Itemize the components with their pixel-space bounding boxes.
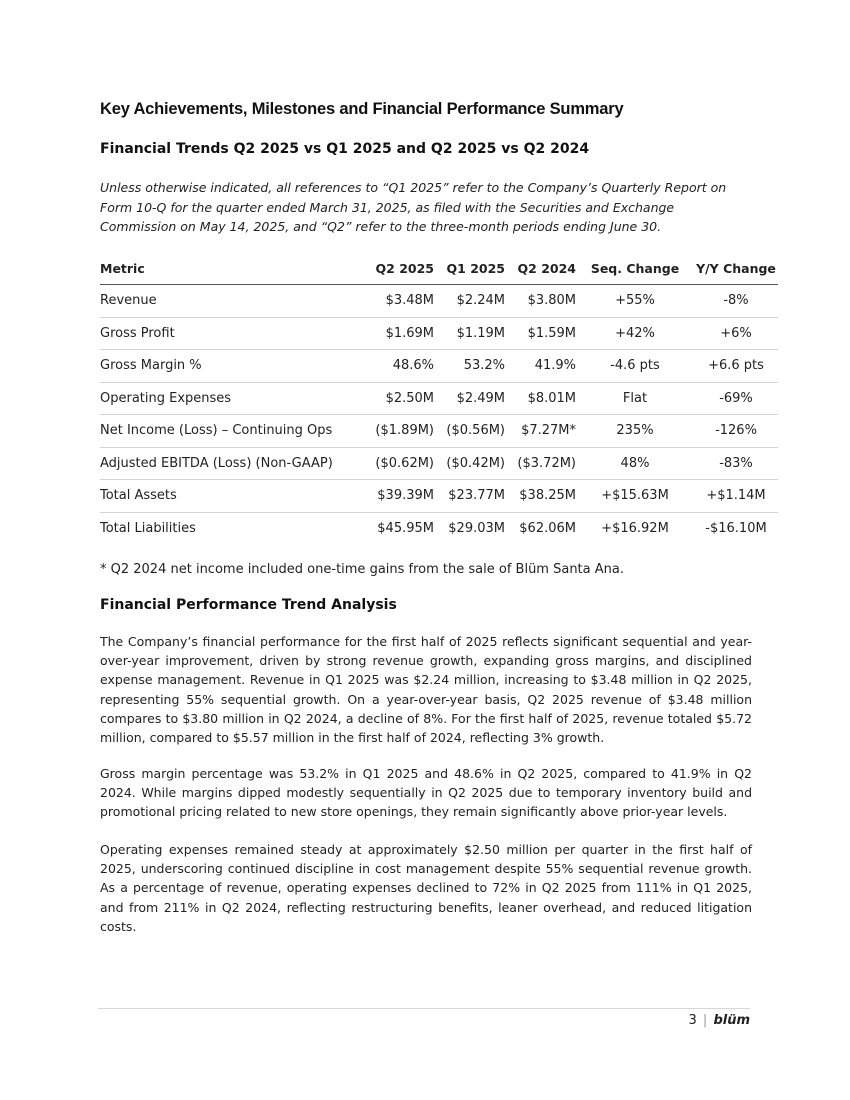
analysis-paragraph-gross-margin: Gross margin percentage was 53.2% in Q1 2025 and 48.6% in Q2 2025, compared to 41.9% in Q2 2024. While margins dipped modestly sequentially in Q2 2025 due to temporary inventory build and promotional pricing related to new store openings, they remain significantly above prior-year levels. <box>100 766 752 820</box>
table-row <box>100 382 778 415</box>
cell-seq-change: 48% <box>576 447 694 480</box>
table-row <box>100 480 778 513</box>
cell-seq-change: Flat <box>576 382 694 415</box>
footer-divider <box>98 1008 750 1009</box>
cell-q2-2024: $38.25M <box>505 480 576 513</box>
cell-q2-2025: 48.6% <box>362 350 434 383</box>
analysis-paragraph-operating-expenses: Operating expenses remained steady at approximately $2.50 million per quarter in the first half of 2025, underscoring continued discipline in cost management despite 55% sequential revenue growth. As a percentage of revenue, operating expenses declined to 72% in Q2 2025 from 111% in Q1 2025, and from 211% in Q2 2024, reflecting restructuring benefits, leaner overhead, and reduced litigation costs. <box>100 842 752 934</box>
footer-separator: | <box>702 1013 708 1028</box>
table-row <box>100 512 778 544</box>
cell-metric: Adjusted EBITDA (Loss) (Non-GAAP) <box>100 447 362 480</box>
cell-q2-2025: $3.48M <box>362 285 434 318</box>
cell-q2-2024: $3.80M <box>505 285 576 318</box>
table-row <box>100 415 778 448</box>
cell-q2-2024: $1.59M <box>505 317 576 350</box>
cell-yy-change: -69% <box>694 382 778 415</box>
cell-seq-change: +$15.63M <box>576 480 694 513</box>
cell-q1-2025: $2.24M <box>434 285 505 318</box>
cell-q2-2025: $39.39M <box>362 480 434 513</box>
cell-q2-2024: $62.06M <box>519 520 576 536</box>
cell-metric: Gross Profit <box>100 317 362 350</box>
analysis-heading: Financial Performance Trend Analysis <box>100 597 397 613</box>
cell-metric: Net Income (Loss) – Continuing Ops <box>100 415 362 448</box>
header-yy-change: Y/Y Change <box>694 252 778 285</box>
cell-metric: Total Liabilities <box>100 520 196 536</box>
financial-trends-table <box>100 252 778 544</box>
analysis-paragraph-revenue: The Company’s financial performance for the first half of 2025 reflects significant sequential and year-over-year improvement, driven by strong revenue growth, expanding gross margins, and disciplined expense management. Revenue in Q1 2025 was $2.24 million, increasing to $3.48 million in Q2 2025, representing 55% sequential growth. On a year-over-year basis, Q2 2025 revenue of $3.48 million compares to $3.80 million in Q2 2024, a decline of 8%. For the first half of 2025, revenue totaled $5.72 million, compared to $5.57 million in the first half of 2024, reflecting 3% growth. <box>100 634 752 746</box>
cell-q2-2024: $8.01M <box>505 382 576 415</box>
intro-paragraph: Unless otherwise indicated, all references to “Q1 2025” refer to the Company’s Quarterly Report on Form 10-Q for the quarter ended March 31, 2025, as filed with the Securities and Exchange Commission on May 14, 2025, and “Q2” refer to the three-month periods ending June 30. <box>100 180 727 234</box>
header-q2-2025: Q2 2025 <box>362 252 434 285</box>
cell-q2-2025: $1.69M <box>362 317 434 350</box>
table-header-row <box>100 252 778 285</box>
cell-metric: Gross Margin % <box>100 350 362 383</box>
cell-q2-2025: ($1.89M) <box>362 415 434 448</box>
table-row <box>100 447 778 480</box>
cell-q1-2025: ($0.56M) <box>434 415 505 448</box>
cell-q2-2024: $7.27M* <box>505 415 576 448</box>
page-number: 3 <box>688 1013 697 1028</box>
cell-metric: Revenue <box>100 285 362 318</box>
table-row <box>100 285 778 318</box>
table-footnote: * Q2 2024 net income included one-time gains from the sale of Blüm Santa Ana. <box>100 562 624 577</box>
cell-metric: Total Assets <box>100 480 362 513</box>
page-title: Key Achievements, Milestones and Financial Performance Summary <box>100 100 624 118</box>
header-q1-2025: Q1 2025 <box>434 252 505 285</box>
cell-yy-change: +$1.14M <box>694 480 778 513</box>
header-metric: Metric <box>100 252 362 285</box>
cell-q1-2025: 53.2% <box>434 350 505 383</box>
cell-seq-change: +55% <box>576 285 694 318</box>
cell-q2-2024: ($3.72M) <box>505 447 576 480</box>
cell-q1-2025: ($0.42M) <box>434 447 505 480</box>
brand-logo-text: blüm <box>713 1013 750 1028</box>
cell-metric: Operating Expenses <box>100 382 362 415</box>
cell-q1-2025: $29.03M <box>448 520 505 536</box>
cell-q2-2025: $45.95M <box>377 520 434 536</box>
table-row <box>100 350 778 383</box>
header-seq-change: Seq. Change <box>576 252 694 285</box>
cell-yy-change: -$16.10M <box>705 520 767 536</box>
cell-yy-change: -126% <box>694 415 778 448</box>
cell-seq-change: -4.6 pts <box>576 350 694 383</box>
cell-yy-change: +6% <box>694 317 778 350</box>
cell-yy-change: +6.6 pts <box>694 350 778 383</box>
cell-q1-2025: $2.49M <box>434 382 505 415</box>
cell-yy-change: -8% <box>694 285 778 318</box>
cell-q1-2025: $1.19M <box>434 317 505 350</box>
cell-q2-2024: 41.9% <box>505 350 576 383</box>
cell-seq-change: +$16.92M <box>601 520 669 536</box>
cell-seq-change: 235% <box>576 415 694 448</box>
header-q2-2024: Q2 2024 <box>505 252 576 285</box>
section-subtitle: Financial Trends Q2 2025 vs Q1 2025 and Q2 2025 vs Q2 2024 <box>100 141 590 157</box>
cell-seq-change: +42% <box>576 317 694 350</box>
page-footer <box>688 1013 750 1028</box>
cell-q2-2025: ($0.62M) <box>362 447 434 480</box>
cell-q2-2025: $2.50M <box>362 382 434 415</box>
table-row <box>100 317 778 350</box>
cell-q1-2025: $23.77M <box>434 480 505 513</box>
cell-yy-change: -83% <box>694 447 778 480</box>
